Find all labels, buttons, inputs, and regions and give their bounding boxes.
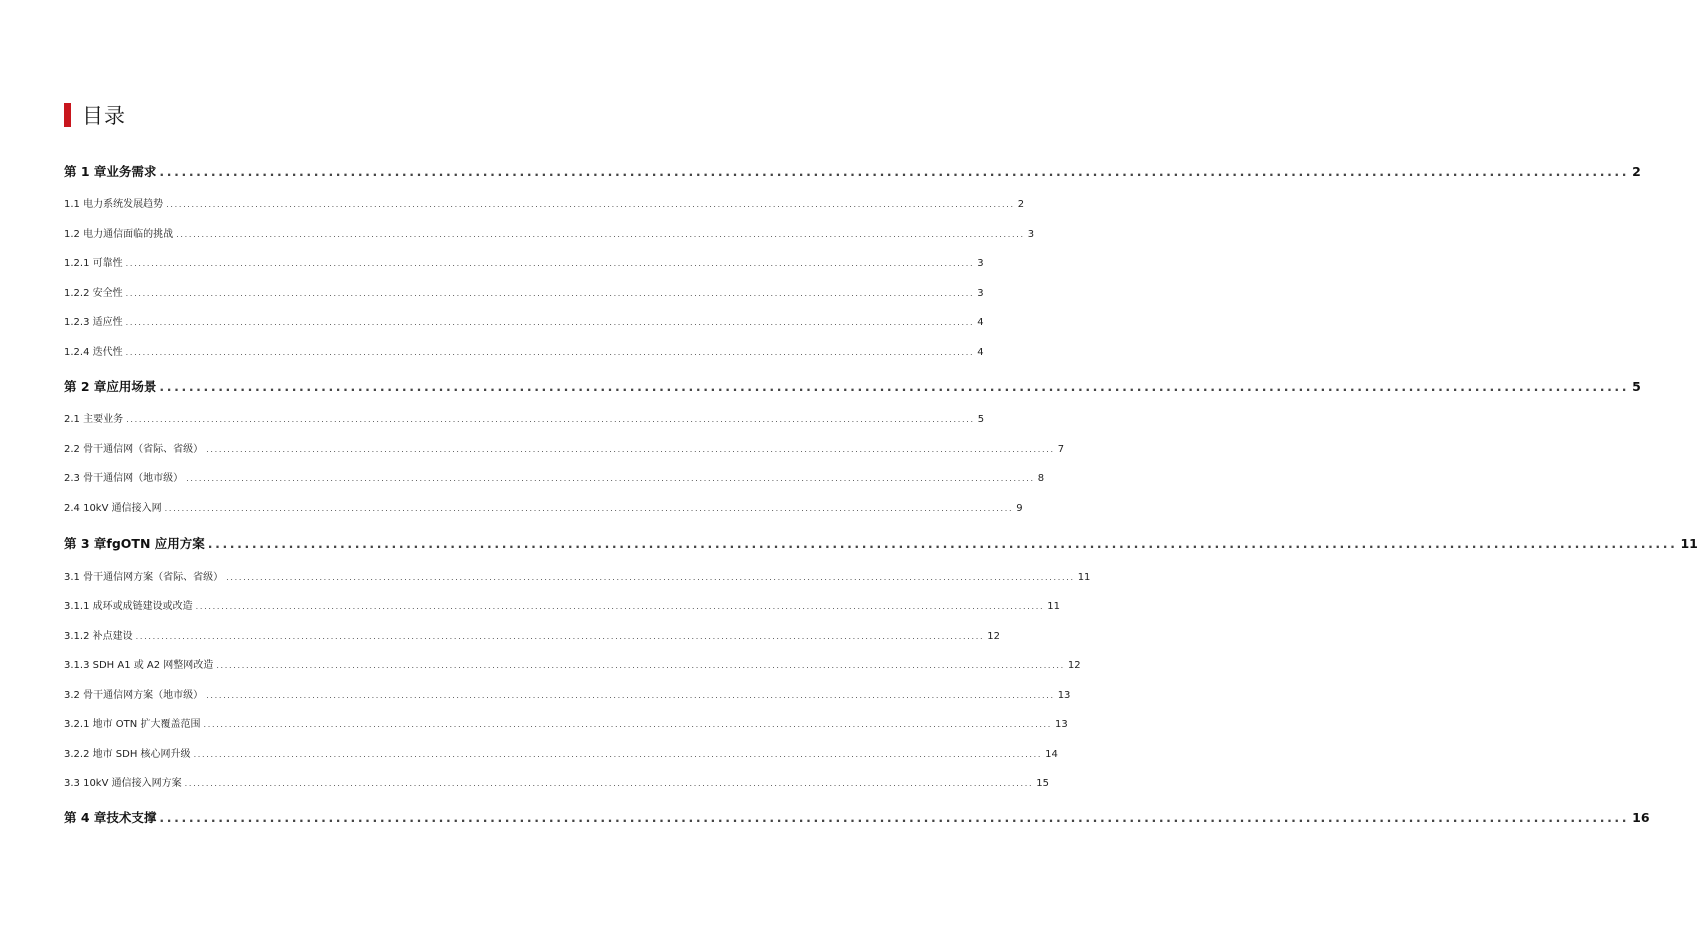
page-number: 9 bbox=[1016, 503, 1023, 514]
dot-leader: ........................................................................................................................................................................................................ bbox=[166, 200, 1015, 209]
page-number: 2 bbox=[1632, 164, 1641, 179]
toc-chapter-entry[interactable] bbox=[64, 808, 1650, 826]
entry-title: 3.1.3 SDH A1 或 A2 网整网改造 bbox=[64, 660, 214, 671]
chapter-number: 第 2 章 bbox=[64, 379, 107, 394]
entry-title: 2.4 10kV 通信接入网 bbox=[64, 503, 162, 514]
page-number: 15 bbox=[1036, 778, 1049, 789]
toc-section-entry[interactable] bbox=[64, 469, 1045, 484]
page-number: 11 bbox=[1047, 601, 1060, 612]
toc-section-entry[interactable] bbox=[64, 597, 1060, 612]
dot-leader: ........................................................................................................................................................................................................ bbox=[207, 536, 1678, 551]
toc-section-entry[interactable] bbox=[64, 225, 1035, 240]
toc-section-entry[interactable] bbox=[64, 686, 1071, 701]
entry-title: 应用场景 bbox=[106, 379, 157, 394]
toc-section-entry[interactable] bbox=[64, 284, 984, 299]
toc-section-entry[interactable] bbox=[64, 627, 1000, 642]
entry-title: 3.2.2 地市 SDH 核心网升级 bbox=[64, 749, 191, 760]
page-number: 3 bbox=[977, 258, 984, 269]
toc-header bbox=[64, 102, 126, 128]
dot-leader: ........................................................................................................................................................................................................ bbox=[159, 164, 1630, 179]
dot-leader: ........................................................................................................................................................................................................ bbox=[184, 779, 1034, 788]
entry-title: 2.3 骨干通信网（地市级） bbox=[64, 473, 184, 484]
entry-title: 2.2 骨干通信网（省际、省级） bbox=[64, 444, 204, 455]
dot-leader: ........................................................................................................................................................................................................ bbox=[126, 415, 975, 424]
page-number: 4 bbox=[977, 347, 984, 358]
title-accent-bar bbox=[64, 103, 71, 127]
entry-title: 3.1.2 补点建设 bbox=[64, 631, 133, 642]
dot-leader: ........................................................................................................................................................................................................ bbox=[159, 379, 1630, 394]
page-number: 12 bbox=[1067, 660, 1081, 671]
dot-leader: ........................................................................................................................................................................................................ bbox=[216, 661, 1065, 670]
toc-section-entry[interactable] bbox=[64, 343, 984, 358]
dot-leader: ........................................................................................................................................................................................................ bbox=[195, 602, 1045, 611]
page-number: 13 bbox=[1057, 690, 1071, 701]
entry-title: 1.2.1 可靠性 bbox=[64, 258, 123, 269]
page-number: 3 bbox=[1027, 229, 1035, 240]
dot-leader: ........................................................................................................................................................................................................ bbox=[125, 348, 975, 357]
page-number: 14 bbox=[1045, 749, 1058, 760]
chapter-number: 第 1 章 bbox=[64, 164, 107, 179]
toc-section-entry[interactable] bbox=[64, 568, 1091, 583]
toc-chapter-entry[interactable] bbox=[64, 162, 1641, 180]
dot-leader: ........................................................................................................................................................................................................ bbox=[203, 720, 1053, 729]
dot-leader: ........................................................................................................................................................................................................ bbox=[206, 691, 1055, 700]
entry-title: 1.2.3 适应性 bbox=[64, 317, 123, 328]
toc-section-entry[interactable] bbox=[64, 656, 1081, 671]
entry-title: 1.2.4 迭代性 bbox=[64, 347, 123, 358]
entry-title: 3.2.1 地市 OTN 扩大覆盖范围 bbox=[64, 719, 201, 730]
dot-leader: ........................................................................................................................................................................................................ bbox=[186, 474, 1035, 483]
dot-leader: ........................................................................................................................................................................................................ bbox=[176, 230, 1025, 239]
page-number: 13 bbox=[1055, 719, 1068, 730]
entry-title: 3.3 10kV 通信接入网方案 bbox=[64, 778, 182, 789]
entry-title: 3.1.1 成环或成链建设或改造 bbox=[64, 601, 193, 612]
entry-title: 3.2 骨干通信网方案（地市级） bbox=[64, 690, 204, 701]
entry-title: 1.2 电力通信面临的挑战 bbox=[64, 229, 174, 240]
page-number: 11 bbox=[1680, 536, 1698, 551]
dot-leader: ........................................................................................................................................................................................................ bbox=[125, 318, 975, 327]
dot-leader: ........................................................................................................................................................................................................ bbox=[159, 810, 1630, 825]
entry-title: 1.1 电力系统发展趋势 bbox=[64, 199, 164, 210]
dot-leader: ........................................................................................................................................................................................................ bbox=[206, 445, 1055, 454]
toc-chapter-entry[interactable] bbox=[64, 534, 1698, 552]
dot-leader: ........................................................................................................................................................................................................ bbox=[125, 259, 975, 268]
chapter-number: 第 3 章 bbox=[64, 536, 107, 551]
entry-title: 技术支撑 bbox=[106, 810, 157, 825]
toc-chapter-entry[interactable] bbox=[64, 377, 1641, 395]
entry-title: 1.2.2 安全性 bbox=[64, 288, 123, 299]
dot-leader: ........................................................................................................................................................................................................ bbox=[193, 750, 1043, 759]
page-number: 16 bbox=[1632, 810, 1650, 825]
dot-leader: ........................................................................................................................................................................................................ bbox=[226, 573, 1075, 582]
page-number: 12 bbox=[987, 631, 1000, 642]
page-number: 5 bbox=[1632, 379, 1641, 394]
toc-section-entry[interactable] bbox=[64, 410, 985, 425]
dot-leader: ........................................................................................................................................................................................................ bbox=[125, 289, 975, 298]
chapter-number: 第 4 章 bbox=[64, 810, 107, 825]
toc-section-entry[interactable] bbox=[64, 774, 1049, 789]
toc-section-entry[interactable] bbox=[64, 745, 1058, 760]
toc-section-entry[interactable] bbox=[64, 254, 984, 269]
toc-section-entry[interactable] bbox=[64, 499, 1023, 514]
entry-title: 3.1 骨干通信网方案（省际、省级） bbox=[64, 572, 224, 583]
entry-title: 2.1 主要业务 bbox=[64, 414, 124, 425]
page-number: 5 bbox=[977, 414, 985, 425]
toc-section-entry[interactable] bbox=[64, 195, 1025, 210]
toc-section-entry[interactable] bbox=[64, 715, 1068, 730]
entry-title: 业务需求 bbox=[106, 164, 157, 179]
dot-leader: ........................................................................................................................................................................................................ bbox=[164, 504, 1014, 513]
page-number: 2 bbox=[1017, 199, 1025, 210]
page-number: 4 bbox=[977, 317, 984, 328]
page-number: 7 bbox=[1057, 444, 1065, 455]
page-title: 目录 bbox=[82, 104, 126, 128]
dot-leader: ........................................................................................................................................................................................................ bbox=[135, 632, 985, 641]
toc-section-entry[interactable] bbox=[64, 313, 984, 328]
toc-section-entry[interactable] bbox=[64, 440, 1065, 455]
page-number: 8 bbox=[1037, 473, 1045, 484]
page-number: 11 bbox=[1077, 572, 1091, 583]
page-number: 3 bbox=[977, 288, 984, 299]
entry-title: fgOTN 应用方案 bbox=[106, 536, 205, 551]
